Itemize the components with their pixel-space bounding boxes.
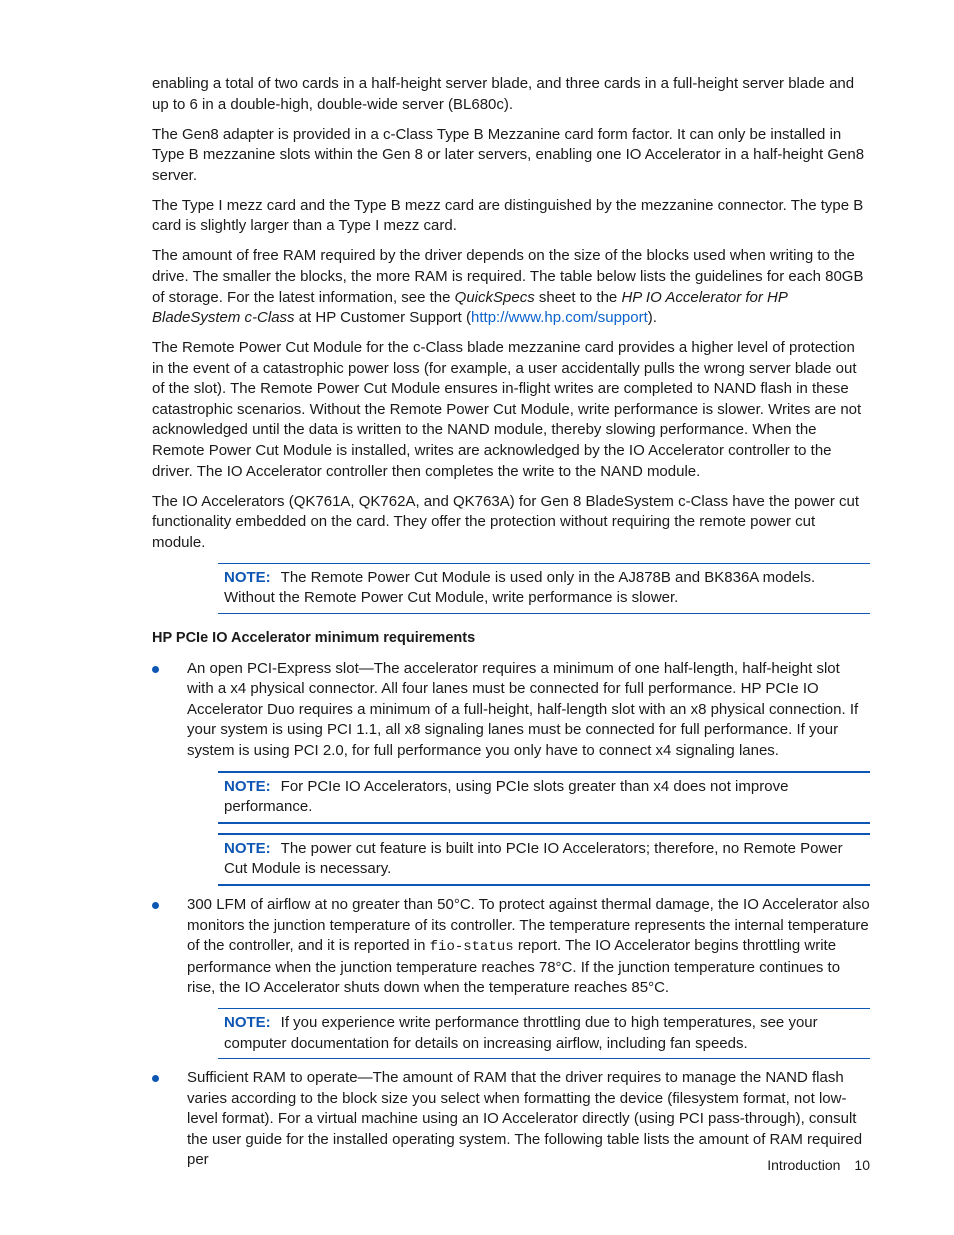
note-label: NOTE: [224,839,271,857]
hp-support-link[interactable]: http://www.hp.com/support [471,309,648,327]
list-item-text: An open PCI-Express slot—The accelerator requires a minimum of one half-length, half-height slot with a x4 physical connector. All four lanes must be connected for full performance. HP PCIe IO Accelerator Duo requires a minimum of a full-height, half-length slot with an x8 physical connection. If your system is using PCI 1.1, all x8 signaling lanes must be connected for full performance. If your system is using PCI 2.0, for full performance you only have to connect x4 signaling lanes. [187,659,859,759]
footer-section-title: Introduction [767,1157,841,1173]
paragraph-gen8-accelerators: The IO Accelerators (QK761A, QK762A, and QK763A) for Gen 8 BladeSystem c-Class have the power cut functionality embedded on the card. They offer the protection without requiring the remote power cut module. [152,492,860,551]
note-pcie-slots [218,771,870,824]
note-label: NOTE: [224,1013,271,1031]
note-text: The Remote Power Cut Module is used only in the AJ878B and BK836A models. Without the Remote Power Cut Module, write performance is slower. [224,568,816,607]
paragraph-text: sheet to the [534,288,622,306]
list-item-airflow [152,895,870,1059]
paragraph-free-ram [152,246,870,328]
section-heading: HP PCIe IO Accelerator minimum requirements [152,630,476,646]
list-item-text [187,895,870,999]
note-power-cut-builtin [218,833,870,886]
note-label: NOTE: [224,568,271,586]
quickspecs-title: QuickSpecs [454,288,535,306]
list-item-text: Sufficient RAM to operate—The amount of RAM that the driver requires to manage the NAND flash varies according to the block size you select when formatting the device (filesystem format, not low-level format). For a virtual machine using an IO Accelerator directly (using PCI pass-through), consult the user guide for the installed operating system. The following table lists the amount of RAM required per [187,1069,863,1169]
list-item-text-part: report. The IO Accelerator begins throttling write performance when the junction temperature reaches 78°C. If the junction temperature continues to rise, the IO Accelerator shuts down when the temperature reaches 85°C. [187,937,841,997]
list-item-ram [152,1068,870,1171]
paragraph-text: at HP Customer Support ( [294,309,472,327]
list-item-pci-slot [152,659,870,886]
paragraph-text: ). [647,309,657,327]
bullet-icon [152,902,159,909]
bullet-icon [152,666,159,673]
note-label: NOTE: [224,777,271,795]
list-item-text-part: 300 LFM of airflow at no greater than 50°C. To protect against thermal damage, the IO Accelerator also monitors the junction temperature of its controller. The temperature represents the internal temperature of the controller, and it is reported in [187,895,870,955]
paragraph-gen8-adapter: The Gen8 adapter is provided in a c-Class Type B Mezzanine card form factor. It can only be installed in Type B mezzanine slots within the Gen 8 or later servers, enabling one IO Accelerator in a half-height Gen8 server. [152,125,865,184]
note-remote-power-cut-models [218,563,870,614]
paragraph-cards-per-blade: enabling a total of two cards in a half-height server blade, and three cards in a full-height server blade and up to 6 in a double-high, double-wide server (BL680c). [152,75,855,113]
product-title: HP IO Accelerator for HP BladeSystem c-Class [152,288,788,327]
note-text: The power cut feature is built into PCIe IO Accelerators; therefore, no Remote Power Cut Module is necessary. [224,839,843,878]
document-page [152,74,870,1180]
paragraph-mezz-card-types: The Type I mezz card and the Type B mezz card are distinguished by the mezzanine connector. The type B card is slightly larger than a Type I mezz card. [152,196,864,235]
note-text: For PCIe IO Accelerators, using PCIe slots greater than x4 does not improve performance. [224,777,789,816]
paragraph-remote-power-cut: The Remote Power Cut Module for the c-Class blade mezzanine card provides a higher level of protection in the event of a catastrophic power loss (for example, a user accidentally pulls the wrong server blade out of the slot). The Remote Power Cut Module ensures in-flight writes are completed to NAND flash in these catastrophic scenarios. Without the Remote Power Cut Module, write performance is slower. Writes are not acknowledged until the data is written to the NAND module, thereby slowing performance. When the Remote Power Cut Module is installed, writes are acknowledged by the IO Accelerator controller to the driver. The IO Accelerator controller then completes the write to the NAND module. [152,339,862,480]
note-thermal-throttling [218,1008,870,1059]
paragraph-text: The amount of free RAM required by the driver depends on the size of the blocks used when writing to the drive. The smaller the blocks, the more RAM is required. The table below lists the guidelines for each 80GB of storage. For the latest information, see the [152,247,864,306]
page-number: 10 [854,1157,870,1173]
note-text: If you experience write performance throttling due to high temperatures, see your computer documentation for details on increasing airflow, including fan speeds. [224,1013,818,1052]
bullet-icon [152,1075,159,1082]
fio-status-command: fio-status [429,939,514,956]
page-footer [767,1157,870,1173]
